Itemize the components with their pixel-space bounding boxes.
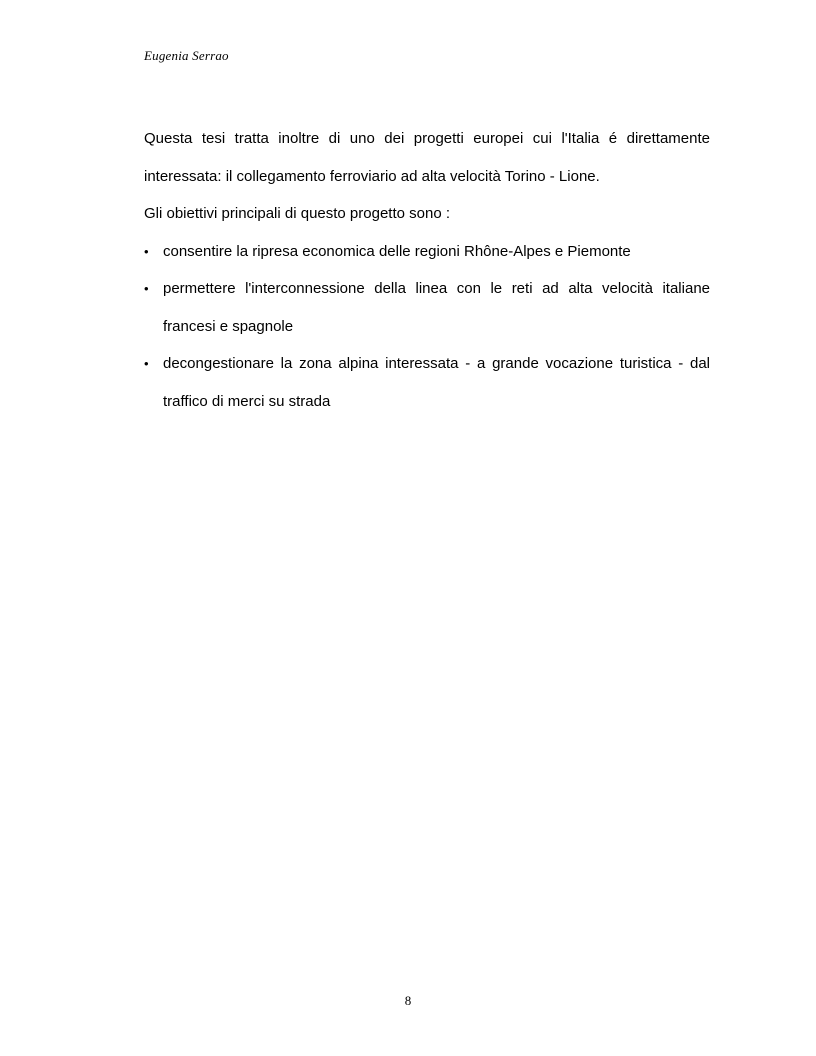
bullet-icon: • bbox=[144, 281, 149, 296]
list-item-text: consentire la ripresa economica delle regioni Rhône-Alpes e Piemonte bbox=[163, 242, 631, 260]
page-number: 8 bbox=[404, 993, 412, 1008]
list-item bbox=[144, 345, 710, 420]
intro-paragraph: Questa tesi tratta inoltre di uno dei progetti europei cui l'Italia é direttamente interessata: il collegamento ferroviario ad alta velocità Torino - Lione. bbox=[144, 130, 710, 185]
list-item bbox=[144, 270, 710, 345]
list-item-text: decongestionare la zona alpina interessata - a grande vocazione turistica - dal traffico di merci su strada bbox=[163, 355, 710, 410]
list-item-text: permettere l'interconnessione della linea con le reti ad alta velocità italiane francesi e spagnole bbox=[163, 280, 710, 335]
running-header-author: Eugenia Serrao bbox=[144, 48, 229, 63]
bullet-icon: • bbox=[144, 243, 149, 259]
objectives-list bbox=[144, 233, 710, 421]
bullet-icon: • bbox=[144, 356, 149, 371]
list-item bbox=[144, 233, 710, 271]
objectives-intro: Gli obiettivi principali di questo progetto sono : bbox=[144, 205, 451, 222]
body-text bbox=[144, 120, 710, 420]
